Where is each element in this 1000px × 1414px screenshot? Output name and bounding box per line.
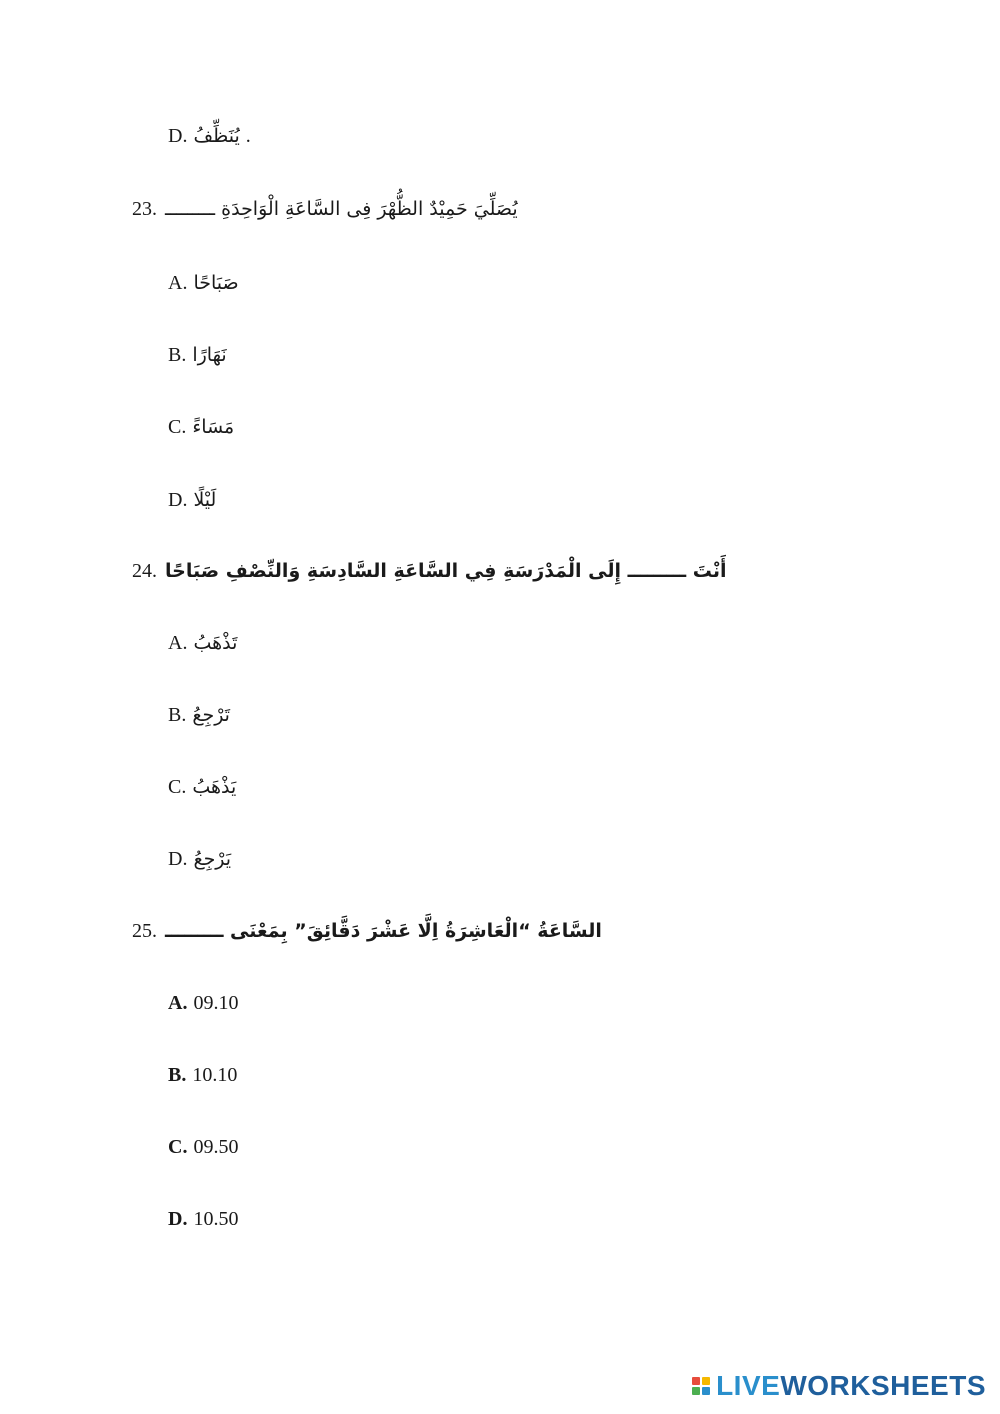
option-letter: C.: [168, 1135, 188, 1158]
q23-option-a[interactable]: [168, 263, 239, 303]
logo-live: LIVE: [716, 1370, 781, 1401]
question-23: [132, 189, 518, 229]
question-text: يُصَلِّيَ حَمِيْدٌ الظُّهْرَ فِى السَّاعَةِ الْوَاحِدَةِ ـــــــــ: [165, 198, 518, 220]
liveworksheets-logo[interactable]: [692, 1368, 986, 1404]
option-letter: D.: [168, 1207, 188, 1230]
question-number: 23.: [132, 197, 157, 220]
q24-option-d[interactable]: [168, 839, 231, 879]
question-25: [132, 911, 602, 951]
option-letter: B.: [168, 1063, 187, 1086]
option-text: صَبَاحًا: [193, 272, 239, 294]
option-letter: A.: [168, 271, 188, 294]
option-letter: B.: [168, 703, 187, 726]
question-number: 25.: [132, 919, 157, 942]
option-text: تَرْجِعُ: [192, 704, 230, 726]
question-number: 24.: [132, 559, 157, 582]
logo-text: [716, 1370, 986, 1402]
option-text: نَهَارًا: [192, 344, 227, 366]
option-text: يُنَظِّفُ: [193, 125, 240, 147]
q23-option-c[interactable]: [168, 407, 234, 447]
q23-option-b[interactable]: [168, 335, 227, 375]
option-value: 10.10: [192, 1063, 238, 1086]
option-value: 09.50: [193, 1135, 239, 1158]
option-letter: C.: [168, 415, 187, 438]
logo-worksheets: WORKSHEETS: [780, 1370, 986, 1401]
option-text: يَرْجِعُ: [193, 848, 232, 870]
q25-option-c[interactable]: [168, 1127, 238, 1167]
option-letter: D.: [168, 124, 188, 147]
q22-option-d[interactable]: [168, 116, 251, 156]
option-letter: D.: [168, 847, 188, 870]
option-letter: D.: [168, 488, 188, 511]
option-text: مَسَاءً: [192, 416, 235, 438]
option-letter: A.: [168, 991, 188, 1014]
q23-option-d[interactable]: [168, 480, 216, 520]
q25-option-d[interactable]: [168, 1199, 238, 1239]
option-suffix: .: [245, 124, 251, 147]
option-text: لَيْلًا: [193, 489, 217, 511]
option-text: يَذْهَبُ: [192, 776, 237, 798]
option-text: تَذْهَبُ: [193, 632, 238, 654]
option-letter: C.: [168, 775, 187, 798]
liveworksheets-mark-icon: [692, 1377, 710, 1395]
option-value: 10.50: [193, 1207, 239, 1230]
question-text: أَنْتَ ـــــــــ إِلَى الْمَدْرَسَةِ فِي السَّاعَةِ السَّادِسَةِ وَالنِّصْفِ صَبَاحًا: [165, 560, 727, 582]
question-text: السَّاعَةُ “الْعَاشِرَةُ اِلَّا عَشْرَ دَقَّائِقَ” بِمَعْنَى ـــــــــ: [165, 920, 602, 942]
q25-option-a[interactable]: [168, 983, 238, 1023]
q24-option-b[interactable]: [168, 695, 230, 735]
q25-option-b[interactable]: [168, 1055, 237, 1095]
option-letter: A.: [168, 631, 188, 654]
question-24: [132, 551, 727, 591]
q24-option-a[interactable]: [168, 623, 237, 663]
option-value: 09.10: [193, 991, 239, 1014]
option-letter: B.: [168, 343, 187, 366]
q24-option-c[interactable]: [168, 767, 236, 807]
